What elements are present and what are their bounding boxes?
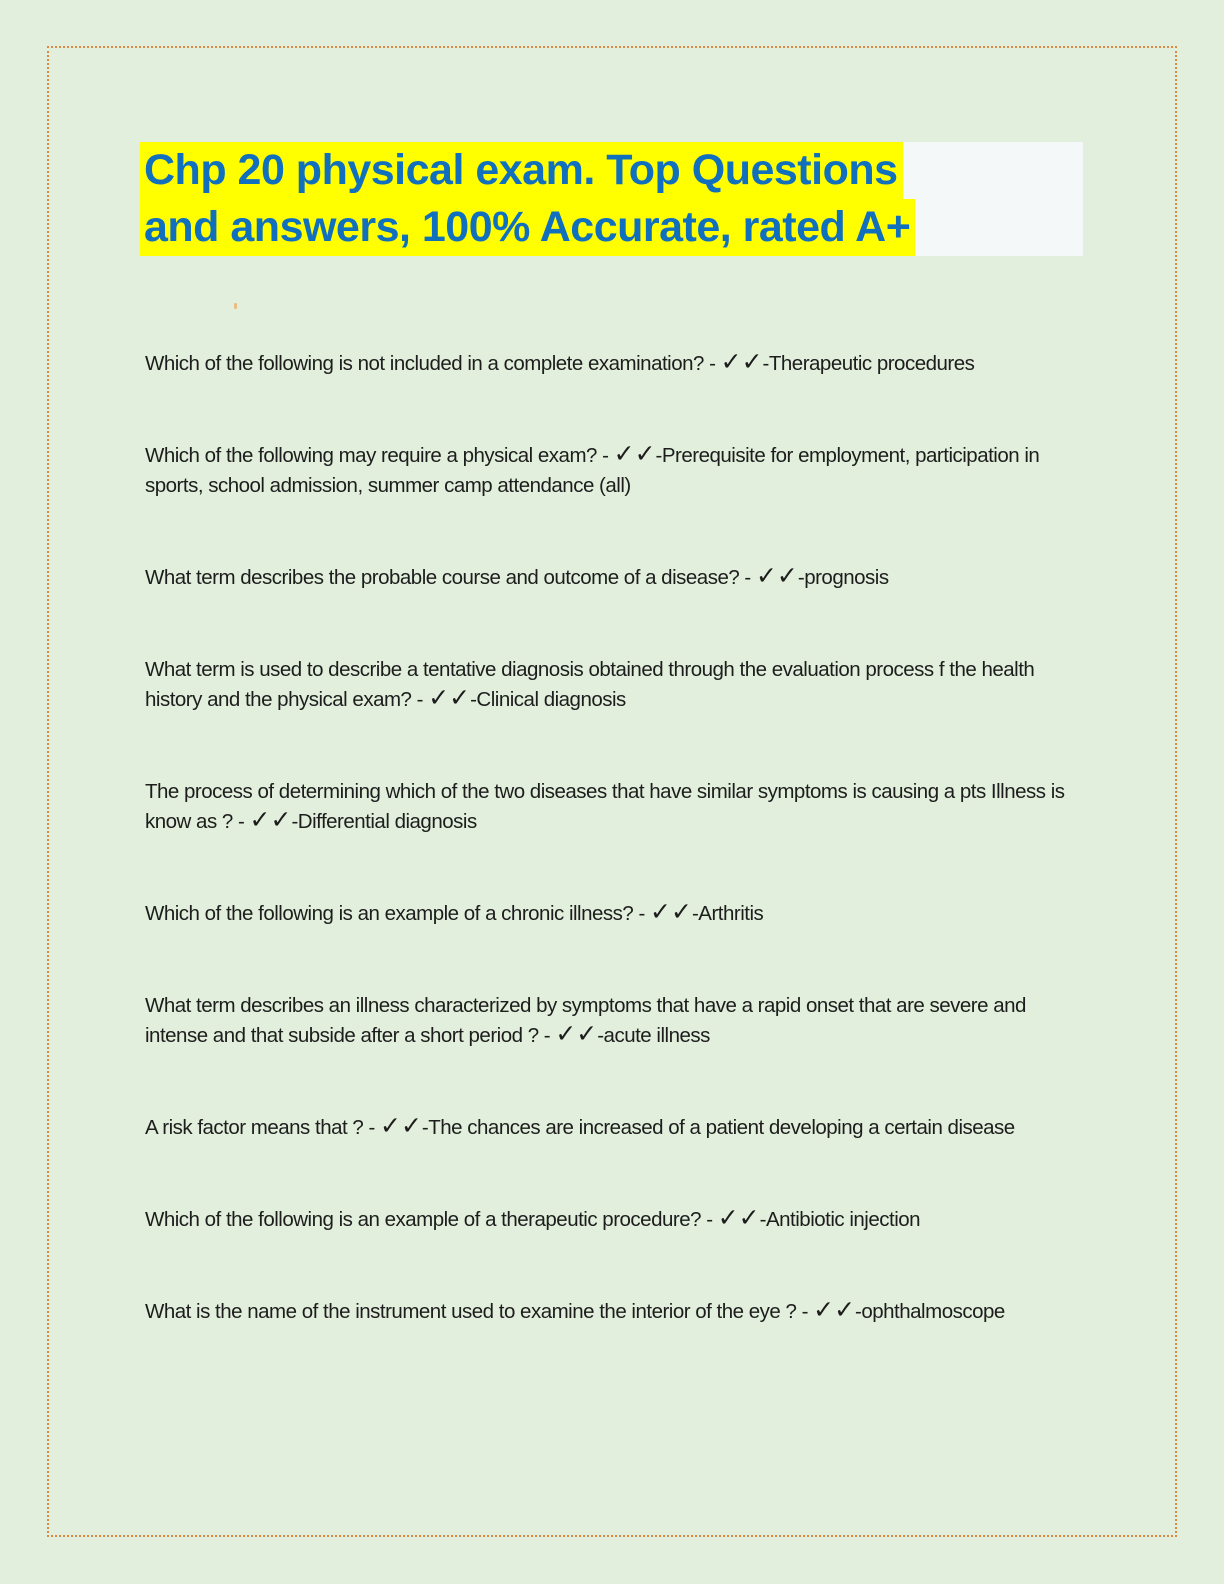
qa-item <box>145 899 1090 929</box>
double-checkmark-icon: ✓✓ <box>249 805 292 834</box>
double-checkmark-icon: ✓✓ <box>650 897 692 926</box>
answer-text: -Antibiotic injection <box>759 1208 921 1231</box>
qa-item <box>145 991 1090 1051</box>
question-text: Which of the following is an example of a chronic illness? - <box>145 902 651 925</box>
double-checkmark-icon: ✓✓ <box>813 1295 856 1324</box>
question-text: Which of the following may require a physical exam? - <box>145 444 614 467</box>
question-text: Which of the following is not included in a complete examination? - <box>145 352 721 375</box>
qa-item <box>145 777 1090 837</box>
answer-text: -The chances are increased of a patient developing a certain disease <box>421 1116 1015 1139</box>
qa-item <box>145 563 1090 593</box>
answer-text: -Therapeutic procedures <box>762 352 975 375</box>
question-text: What term is used to describe a tentative diagnosis obtained through the evaluation process f the health history and the physical exam? - <box>145 658 1035 711</box>
double-checkmark-icon: ✓✓ <box>380 1111 422 1140</box>
answer-text: -ophthalmoscope <box>855 1300 1005 1323</box>
answer-text: -prognosis <box>797 566 889 589</box>
double-checkmark-icon: ✓✓ <box>428 683 471 712</box>
double-checkmark-icon: ✓✓ <box>755 561 798 590</box>
qa-item <box>145 349 1090 379</box>
answer-text: -acute illness <box>597 1024 710 1047</box>
question-text: What term describes an illness characterized by symptoms that have a rapid onset that are severe and intense and that subside after a short period ? - <box>145 994 1026 1047</box>
qa-item <box>145 1297 1090 1327</box>
question-text: What term describes the probable course and outcome of a disease? - <box>145 566 756 589</box>
title-block <box>140 142 1083 256</box>
question-text: What is the name of the instrument used to examine the interior of the eye ? - <box>145 1300 814 1323</box>
question-text: Which of the following is an example of a therapeutic procedure? - <box>145 1208 718 1231</box>
qa-item <box>145 1205 1090 1235</box>
double-checkmark-icon: ✓✓ <box>613 439 656 468</box>
qa-list <box>145 349 1090 1389</box>
answer-text: -Prerequisite for employment, participation in sports, school admission, summer camp attendance (all) <box>145 444 1040 497</box>
qa-item <box>145 655 1090 715</box>
answer-text: -Clinical diagnosis <box>470 688 626 711</box>
question-text: The process of determining which of the two diseases that have similar symptoms is causing a pts Illness is know as ? - <box>145 780 1065 833</box>
answer-text: -Differential diagnosis <box>291 810 477 833</box>
qa-item <box>145 1113 1090 1143</box>
double-checkmark-icon: ✓✓ <box>720 347 763 376</box>
double-checkmark-icon: ✓✓ <box>555 1019 598 1048</box>
stray-mark <box>234 303 237 309</box>
qa-item <box>145 441 1090 501</box>
page-title-line-2: and answers, 100% Accurate, rated A+ <box>140 199 915 256</box>
question-text: A risk factor means that ? - <box>145 1116 381 1139</box>
page-title-line-1: Chp 20 physical exam. Top Questions <box>140 142 903 199</box>
double-checkmark-icon: ✓✓ <box>717 1203 760 1232</box>
answer-text: -Arthritis <box>691 902 764 925</box>
